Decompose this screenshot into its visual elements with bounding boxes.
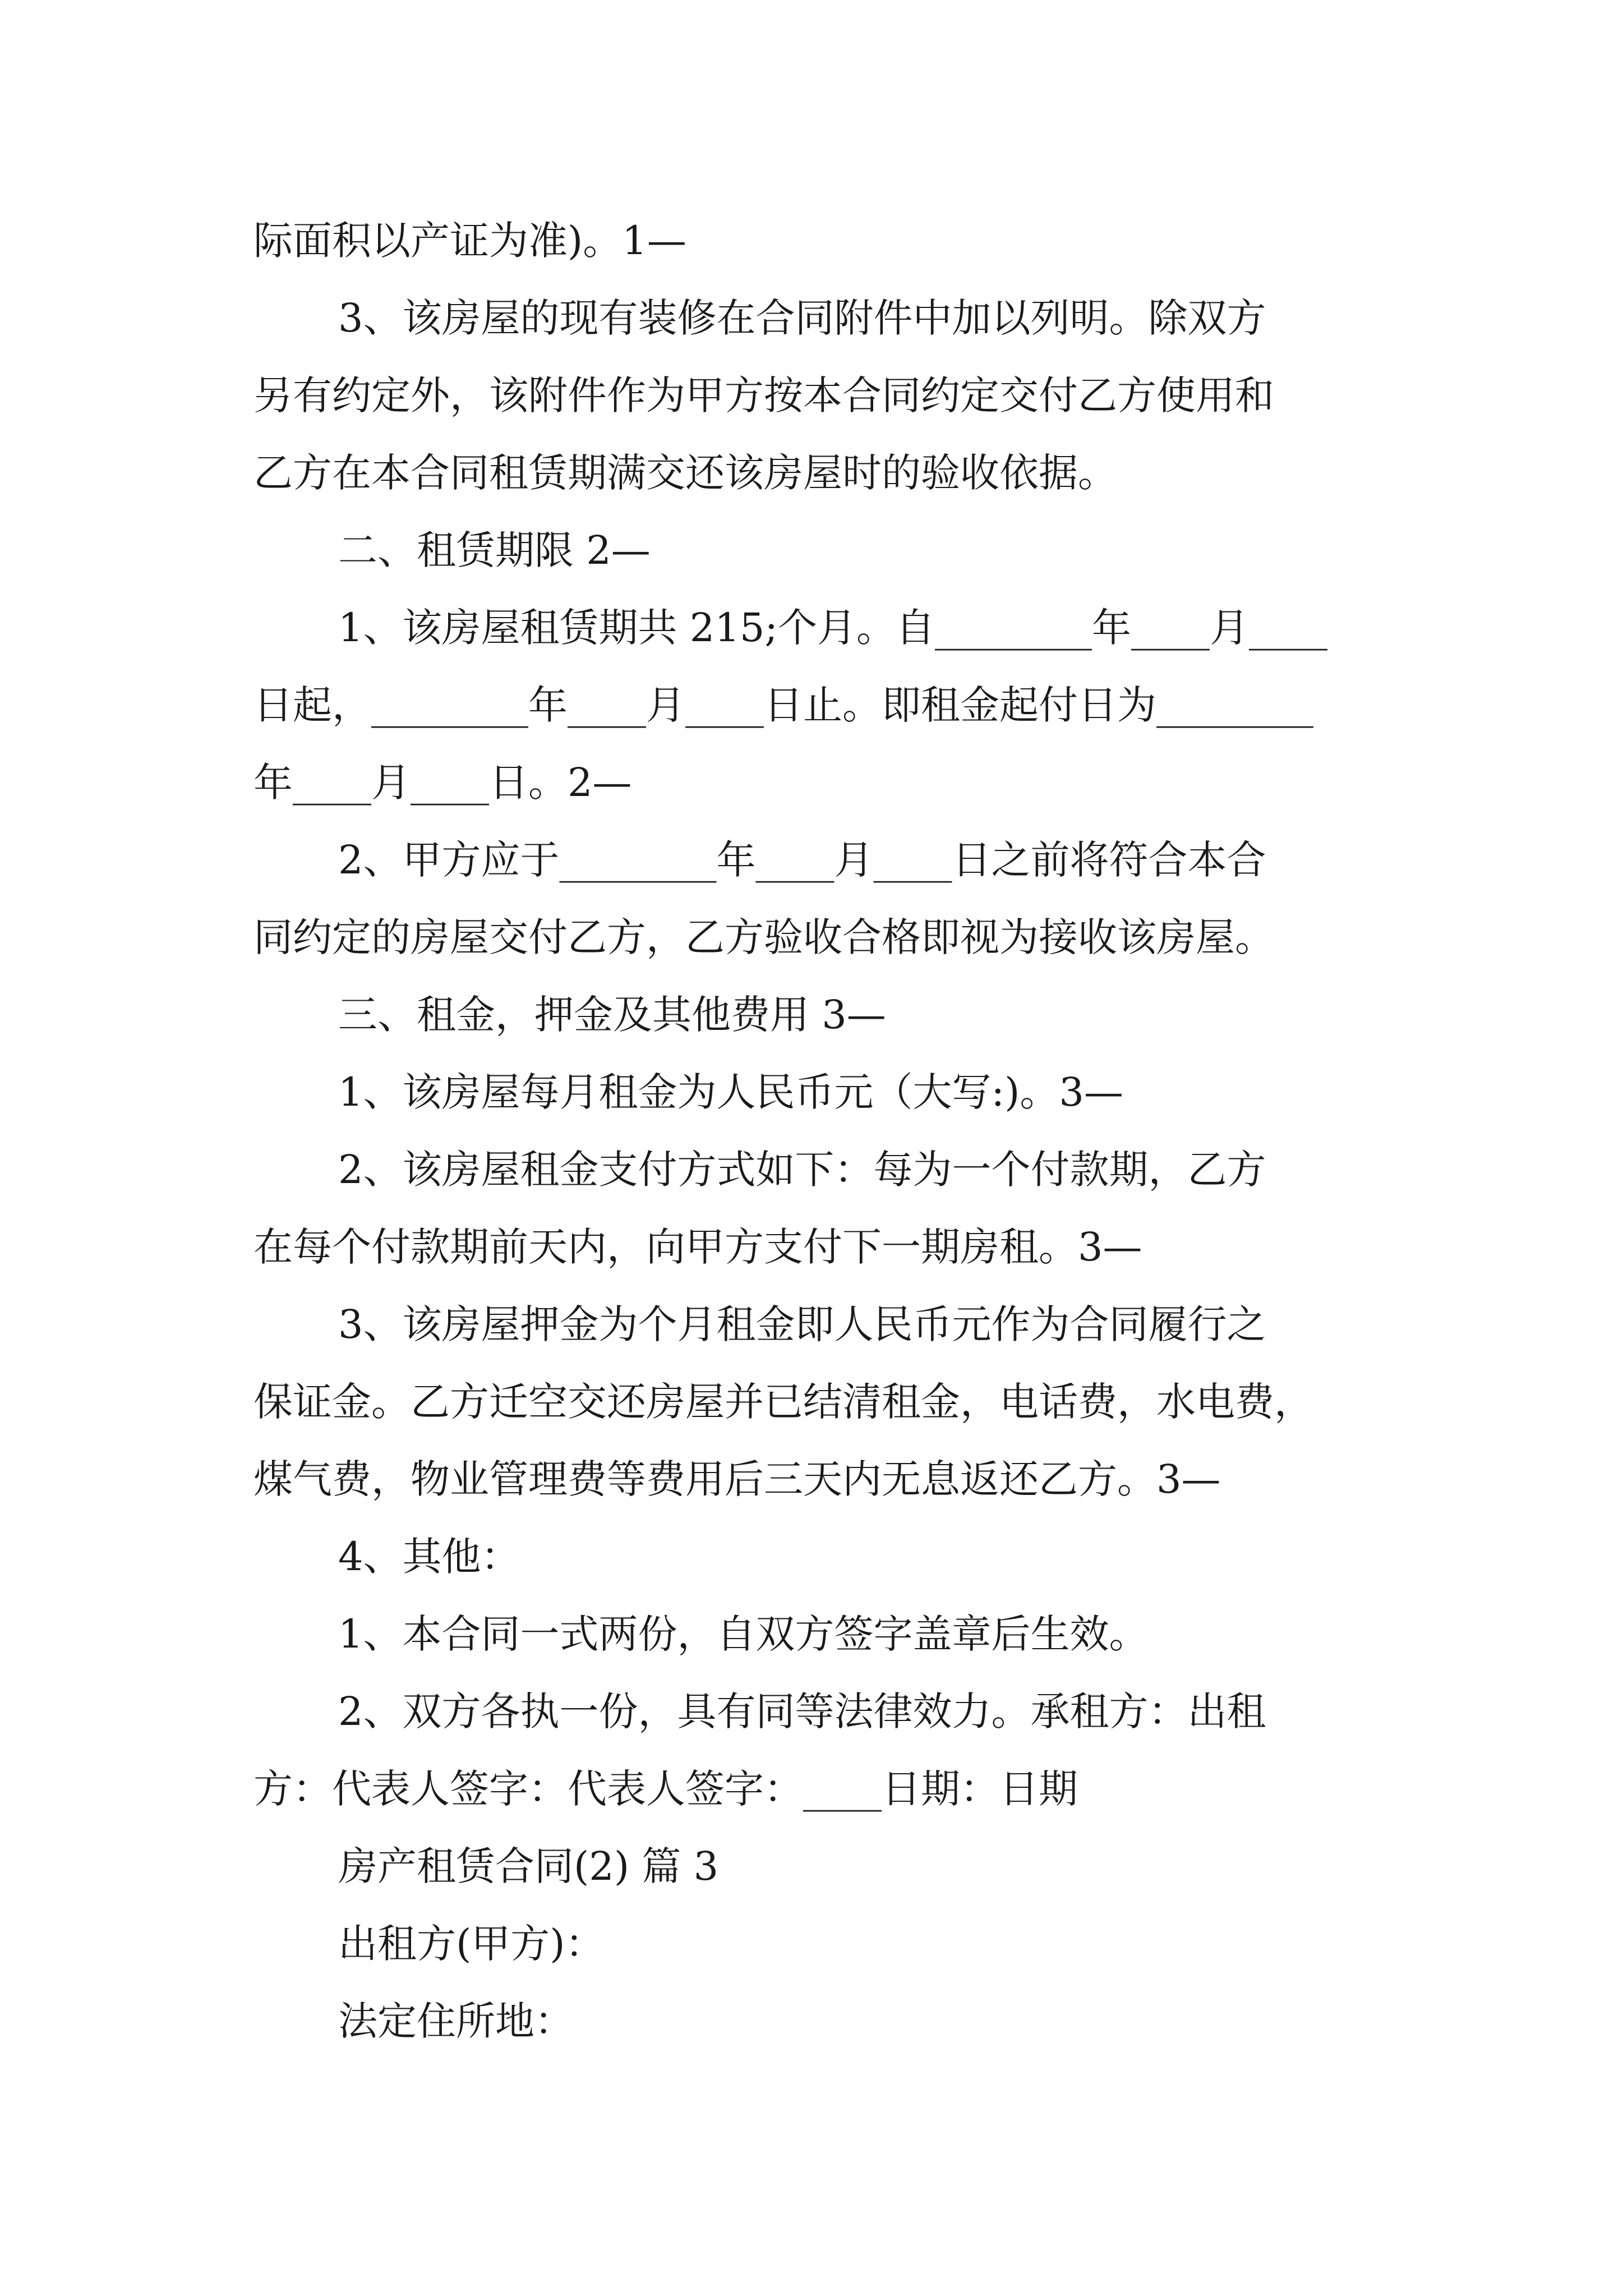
text-line: 1、该房屋租赁期共 215;个月。自________年____月____ (338, 605, 1327, 651)
document-title: 房产租赁合同(2) 篇 3 (338, 1843, 719, 1889)
text-line: 另有约定外，该附件作为甲方按本合同约定交付乙方使用和 (253, 372, 1274, 418)
text-line: 在每个付款期前天内，向甲方支付下一期房租。3— (253, 1224, 1142, 1270)
text-line: 出租方(甲方)： (338, 1921, 605, 1967)
text-line: 2、双方各执一份，具有同等法律效力。承租方：出租 (338, 1688, 1266, 1734)
text-line: 方：代表人签字：代表人签字：____日期：日期 (253, 1766, 1078, 1812)
text-line: 1、本合同一式两份，自双方签字盖章后生效。 (338, 1611, 1149, 1657)
text-line: 日起，________年____月____日止。即租金起付日为________ (253, 682, 1313, 728)
text-line: 法定住所地： (338, 1998, 574, 2044)
text-line: 1、该房屋每月租金为人民币元（大写:)。3— (338, 1069, 1123, 1115)
text-line: 乙方在本合同租赁期满交还该房屋时的验收依据。 (253, 450, 1117, 496)
text-line: 3、该房屋的现有装修在合同附件中加以列明。除双方 (338, 295, 1266, 341)
section-heading: 二、租赁期限 2— (338, 527, 651, 573)
text-line: 2、该房屋租金支付方式如下：每为一个付款期，乙方 (338, 1147, 1266, 1193)
text-line: 年____月____日。2— (253, 760, 632, 806)
text-line: 煤气费，物业管理费等费用后三天内无息返还乙方。3— (253, 1456, 1221, 1502)
text-line: 同约定的房屋交付乙方，乙方验收合格即视为接收该房屋。 (253, 914, 1274, 960)
text-line: 2、甲方应于________年____月____日之前将符合本合 (338, 837, 1266, 883)
section-heading: 三、租金，押金及其他费用 3— (338, 992, 886, 1038)
text-line: 3、该房屋押金为个月租金即人民币元作为合同履行之 (338, 1301, 1266, 1347)
text-line: 保证金。乙方迁空交还房屋并已结清租金，电话费，水电费， (253, 1379, 1313, 1425)
text-line: 际面积以产证为准)。1— (253, 218, 686, 264)
section-heading: 4、其他： (338, 1534, 520, 1580)
